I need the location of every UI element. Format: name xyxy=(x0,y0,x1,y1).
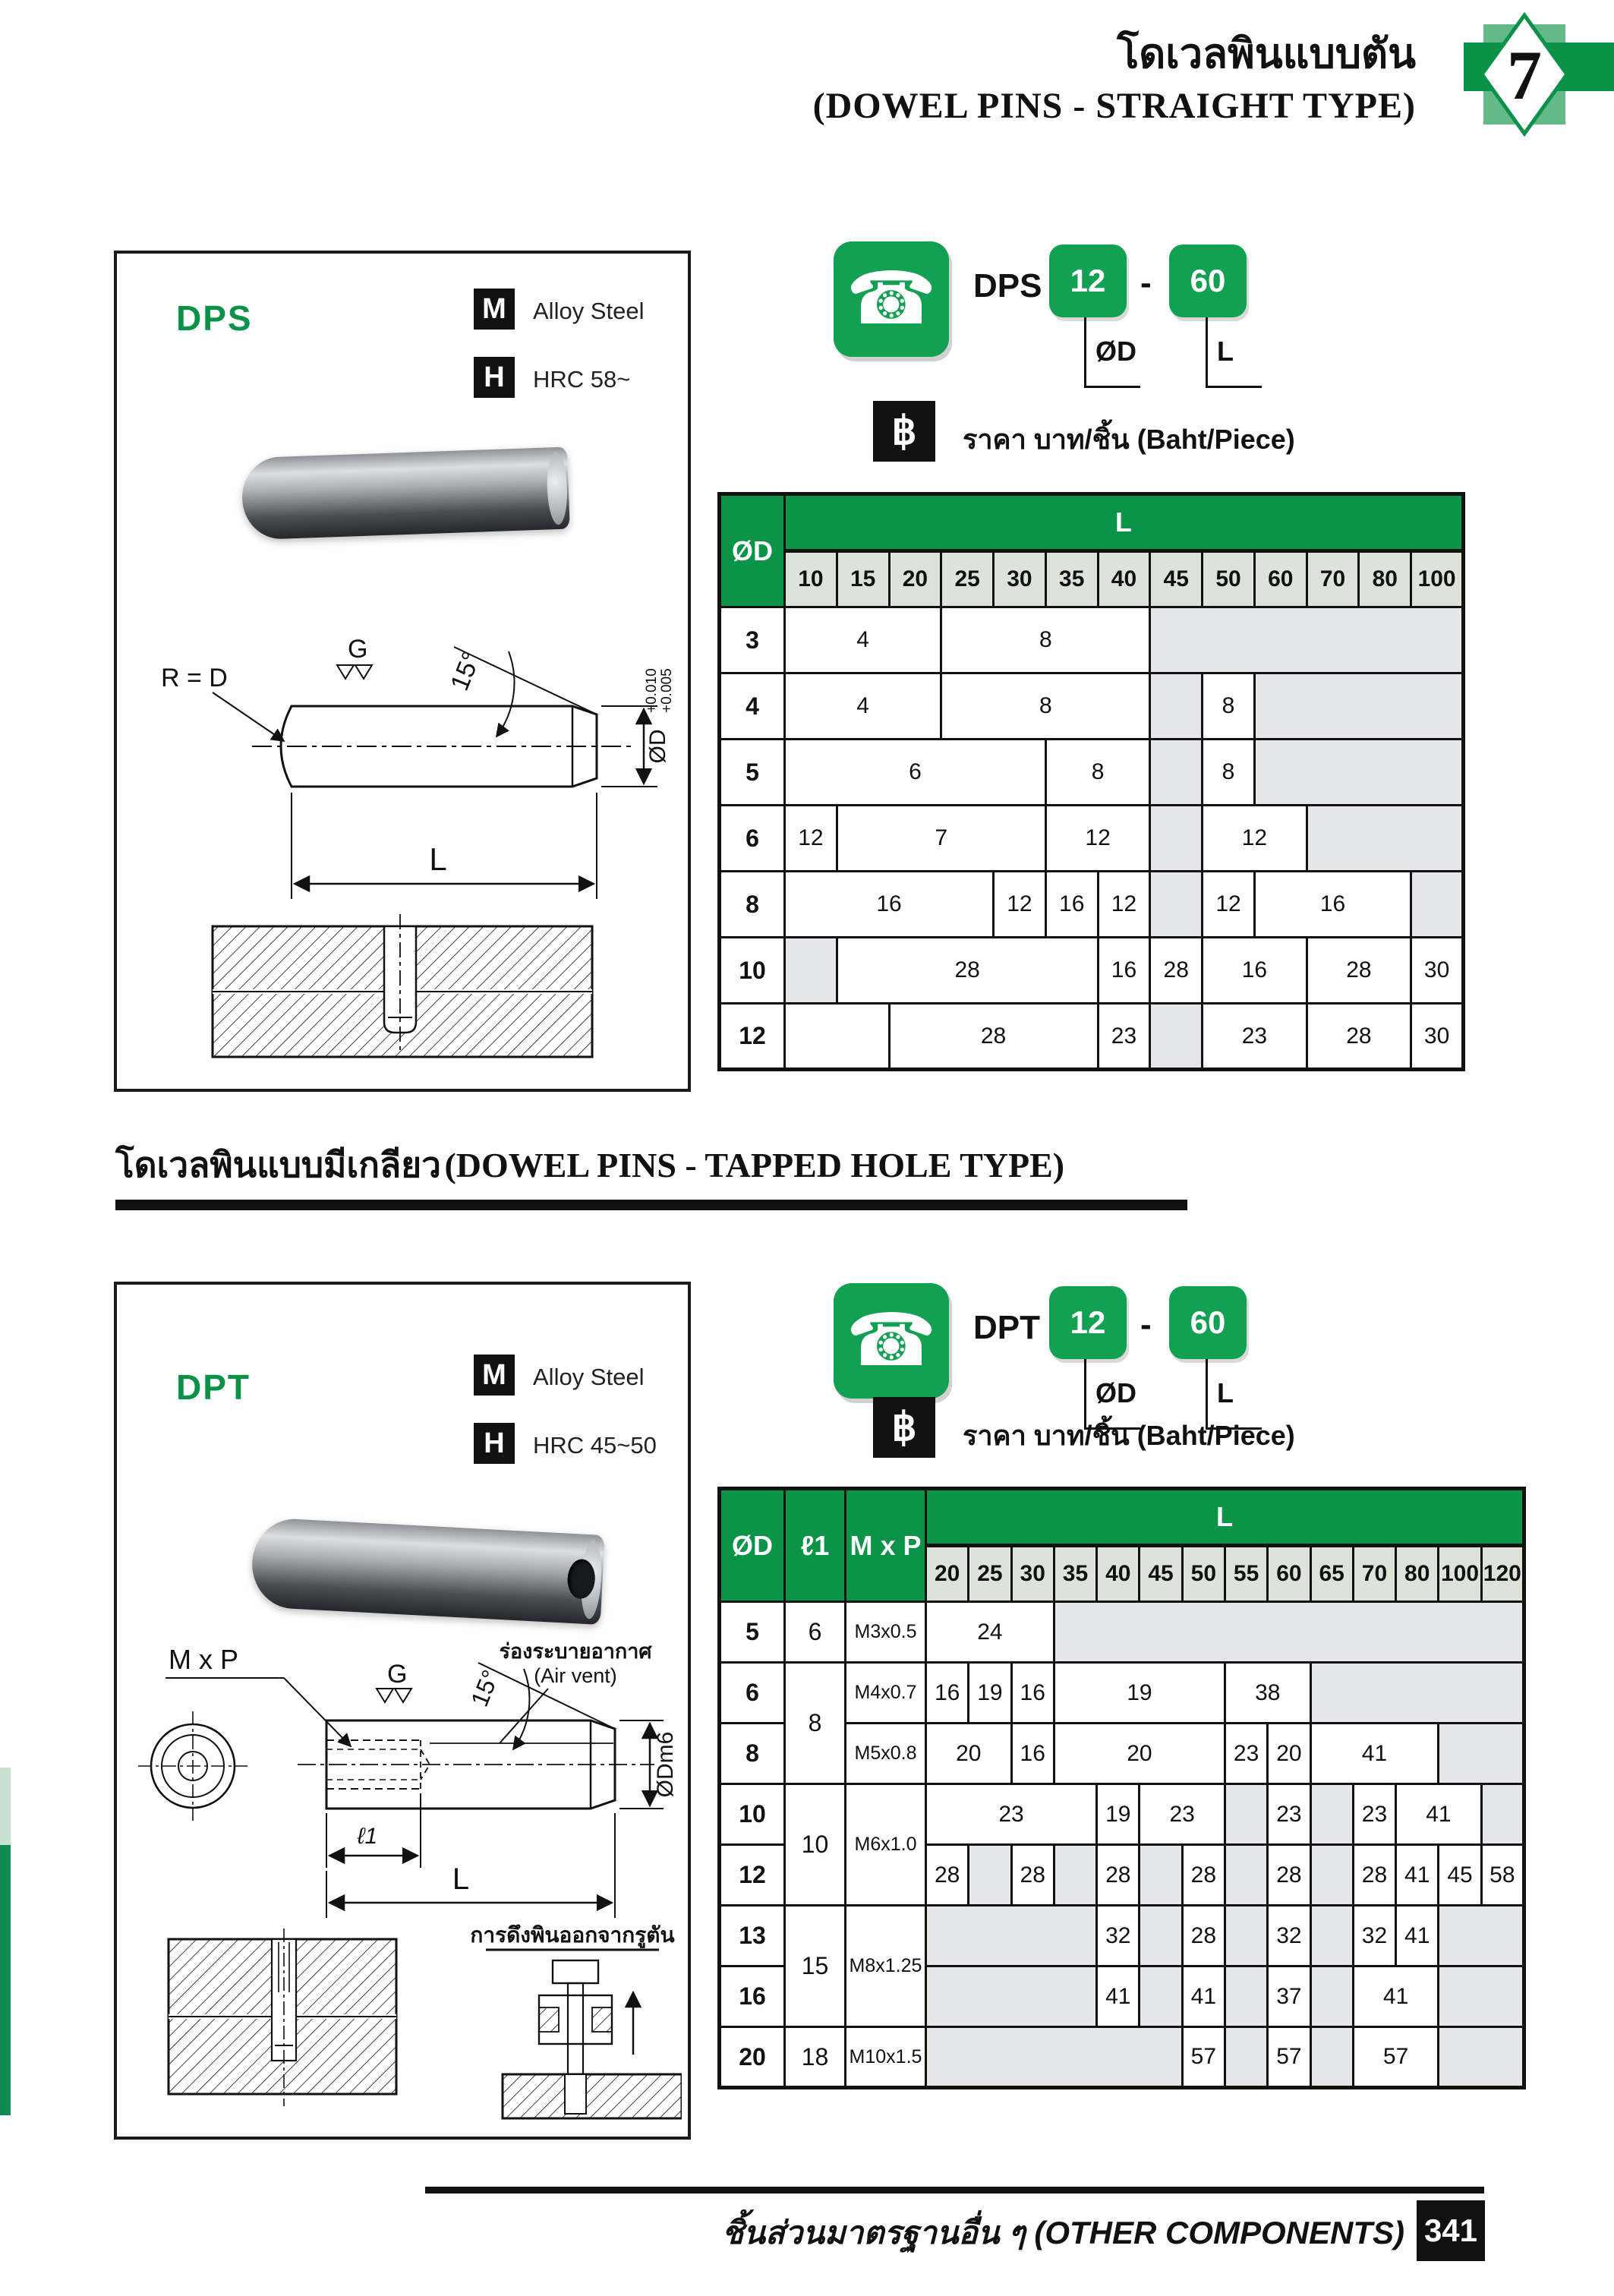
price-cell: 8 xyxy=(941,673,1150,740)
empty-cell xyxy=(1481,1784,1524,1845)
length-col-header: 35 xyxy=(1054,1546,1096,1602)
dpt-l1-label: ℓ1 xyxy=(357,1824,378,1849)
dps-pin-end-face xyxy=(546,452,568,525)
dps-order-d-connector xyxy=(1084,317,1086,387)
price-cell: 16 xyxy=(1203,938,1307,1004)
dps-baht-icon: ฿ xyxy=(873,401,935,462)
price-cell: 12 xyxy=(1203,806,1307,872)
dps-order-d-label: ØD xyxy=(1095,336,1136,367)
price-cell: 8 xyxy=(1203,740,1255,806)
dps-table-body xyxy=(720,607,1464,1070)
dps-price-note: ราคา บาท/ชิ้น (Baht/Piece) xyxy=(963,424,1295,455)
thread-size-cell: M3x0.5 xyxy=(846,1602,926,1663)
dpt-order-separator: - xyxy=(1140,1306,1152,1343)
diameter-cell: 12 xyxy=(720,1845,785,1906)
price-cell: 8 xyxy=(941,607,1150,673)
thread-size-cell: M8x1.25 xyxy=(846,1906,926,2027)
length-span-header: L xyxy=(926,1489,1524,1546)
price-cell: 8 xyxy=(1045,740,1150,806)
length-col-header: 20 xyxy=(926,1546,969,1602)
section2-title-thai: โดเวลพินแบบมีเกลียว xyxy=(115,1145,442,1184)
dpt-order-l-label: L xyxy=(1217,1377,1234,1408)
price-cell: 12 xyxy=(1203,872,1255,938)
price-cell: 19 xyxy=(1097,1784,1140,1845)
diameter-cell: 5 xyxy=(720,740,785,806)
price-cell: 23 xyxy=(1353,1784,1395,1845)
dpt-technical-drawing xyxy=(123,1635,682,2121)
thread-size-cell: M4x0.7 xyxy=(846,1663,926,1724)
length-col-header: 30 xyxy=(1011,1546,1054,1602)
dps-order-l-label: L xyxy=(1217,336,1234,367)
edge-tab-light xyxy=(0,1768,11,1845)
dpt-product-box xyxy=(114,1282,691,2140)
price-cell: 16 xyxy=(1011,1724,1054,1784)
phone-icon: ☎ xyxy=(846,1300,937,1381)
price-cell: 58 xyxy=(1481,1845,1524,1906)
thread-size-cell: M6x1.0 xyxy=(846,1784,926,1906)
dpt-order-d-label: ØD xyxy=(1095,1377,1136,1408)
price-cell: 23 xyxy=(1225,1724,1267,1784)
dpt-length-label: L xyxy=(452,1862,470,1896)
price-cell: 28 xyxy=(1353,1845,1395,1906)
diameter-cell: 4 xyxy=(720,673,785,740)
length-col-header: 70 xyxy=(1307,551,1359,607)
price-cell: 41 xyxy=(1396,1784,1482,1845)
thread-size-cell: M5x0.8 xyxy=(846,1724,926,1784)
diameter-cell: 5 xyxy=(720,1602,785,1663)
empty-cell xyxy=(1310,2027,1353,2088)
dps-tol-upper: +0.010 xyxy=(644,668,660,713)
diameter-cell: 6 xyxy=(720,1663,785,1724)
length-col-header: 20 xyxy=(889,551,941,607)
dpt-dia-label: ØDm6 xyxy=(653,1731,678,1798)
length-col-header: 60 xyxy=(1254,551,1307,607)
price-cell: 23 xyxy=(926,1784,1097,1845)
length-col-header: 10 xyxy=(785,551,837,607)
table-row xyxy=(720,1784,1524,1845)
price-cell: 16 xyxy=(785,872,994,938)
material-badge-icon: M xyxy=(474,1355,515,1396)
price-cell: 28 xyxy=(1097,1845,1140,1906)
empty-cell xyxy=(785,1004,890,1070)
length-col-header: 35 xyxy=(1045,551,1098,607)
empty-cell xyxy=(1310,1845,1353,1906)
price-cell: 30 xyxy=(1411,938,1464,1004)
price-cell: 23 xyxy=(1203,1004,1307,1070)
price-cell: 28 xyxy=(926,1845,969,1906)
price-cell: 23 xyxy=(1098,1004,1150,1070)
section2-title-en: (DOWEL PINS - TAPPED HOLE TYPE) xyxy=(444,1146,1065,1184)
table-row xyxy=(720,607,1464,673)
empty-cell xyxy=(1411,872,1464,938)
length-col-header: 25 xyxy=(941,551,994,607)
dps-order-diameter-box: 12 xyxy=(1049,244,1127,317)
empty-cell xyxy=(1225,1845,1267,1906)
price-cell: 7 xyxy=(837,806,1045,872)
l1-cell: 8 xyxy=(785,1663,846,1784)
dps-code-label: DPS xyxy=(176,298,253,338)
dps-tol-lower: +0.005 xyxy=(659,668,675,713)
diameter-cell: 10 xyxy=(720,938,785,1004)
price-cell: 19 xyxy=(969,1663,1011,1724)
price-cell: 16 xyxy=(1045,872,1098,938)
phone-icon: ☎ xyxy=(846,258,937,339)
length-col-header: 50 xyxy=(1203,551,1255,607)
price-cell: 28 xyxy=(1268,1845,1310,1906)
diameter-header: ØD xyxy=(720,494,785,607)
dpt-phone-tile xyxy=(834,1283,949,1399)
l1-cell: 15 xyxy=(785,1906,846,2027)
page-title-thai: โดเวลพินแบบตัน xyxy=(1117,31,1416,77)
empty-cell xyxy=(1150,1004,1203,1070)
dps-table-head xyxy=(720,494,1464,607)
l1-header: ℓ1 xyxy=(785,1489,846,1602)
price-cell: 12 xyxy=(1098,872,1150,938)
price-cell: 30 xyxy=(1411,1004,1464,1070)
empty-cell xyxy=(926,1966,1097,2027)
l1-cell: 18 xyxy=(785,2027,846,2088)
dpt-price-table xyxy=(717,1487,1526,2089)
price-cell: 28 xyxy=(1011,1845,1054,1906)
length-col-header: 65 xyxy=(1310,1546,1353,1602)
price-cell: 28 xyxy=(837,938,1098,1004)
empty-cell xyxy=(1140,1906,1182,1966)
price-cell: 12 xyxy=(994,872,1046,938)
empty-cell xyxy=(1439,1966,1524,2027)
length-col-header: 45 xyxy=(1150,551,1203,607)
empty-cell xyxy=(1225,1966,1267,2027)
diameter-cell: 13 xyxy=(720,1906,785,1966)
price-cell: 4 xyxy=(785,673,941,740)
empty-cell xyxy=(969,1845,1011,1906)
length-col-header: 40 xyxy=(1098,551,1150,607)
price-cell: 57 xyxy=(1268,2027,1310,2088)
empty-cell xyxy=(1140,1966,1182,2027)
diameter-cell: 8 xyxy=(720,872,785,938)
empty-cell xyxy=(1310,1966,1353,2027)
diameter-cell: 20 xyxy=(720,2027,785,2088)
dpt-material: Alloy Steel xyxy=(533,1364,645,1390)
price-cell: 23 xyxy=(1268,1784,1310,1845)
empty-cell xyxy=(1439,1724,1524,1784)
hardness-badge-icon: H xyxy=(474,357,515,398)
empty-cell xyxy=(1310,1906,1353,1966)
diameter-cell: 12 xyxy=(720,1004,785,1070)
price-cell: 28 xyxy=(1150,938,1203,1004)
table-row xyxy=(720,872,1464,938)
empty-cell xyxy=(1150,806,1203,872)
table-row xyxy=(720,2027,1524,2088)
edge-tab-dark xyxy=(0,1845,11,2115)
empty-cell xyxy=(1439,1906,1524,1966)
price-cell: 8 xyxy=(1203,673,1255,740)
l1-cell: 10 xyxy=(785,1784,846,1906)
dps-radius-label: R = D xyxy=(161,664,228,692)
dpt-table-head xyxy=(720,1489,1524,1602)
table-row xyxy=(720,1663,1524,1724)
empty-cell xyxy=(926,1906,1097,1966)
hardness-badge-icon: H xyxy=(474,1423,515,1464)
length-col-header: 100 xyxy=(1411,551,1464,607)
length-col-header: 15 xyxy=(837,551,889,607)
empty-cell xyxy=(785,938,837,1004)
dps-dia-label: ØD xyxy=(645,729,670,764)
length-col-header: 100 xyxy=(1439,1546,1481,1602)
section2-title xyxy=(115,1137,1254,1193)
price-cell: 38 xyxy=(1225,1663,1310,1724)
table-row xyxy=(720,1906,1524,1966)
dps-angle-label: 15° xyxy=(445,648,487,695)
price-cell: 4 xyxy=(785,607,941,673)
table-row xyxy=(720,938,1464,1004)
dps-order-code: DPS xyxy=(973,267,1042,304)
price-cell: 16 xyxy=(1098,938,1150,1004)
length-col-header: 80 xyxy=(1359,551,1411,607)
empty-cell xyxy=(1225,1906,1267,1966)
material-badge-icon: M xyxy=(474,289,515,330)
price-cell: 28 xyxy=(1307,938,1411,1004)
dps-material: Alloy Steel xyxy=(533,298,645,324)
dpt-pin-photo xyxy=(250,1517,605,1625)
dps-length-label: L xyxy=(429,841,447,877)
dpt-thread-label: M x P xyxy=(169,1644,239,1675)
empty-cell xyxy=(1254,740,1463,806)
length-col-header: 40 xyxy=(1097,1546,1140,1602)
l1-cell: 6 xyxy=(785,1602,846,1663)
empty-cell xyxy=(926,2027,1183,2088)
dps-order-d-underline xyxy=(1084,386,1140,388)
dps-order-l-underline xyxy=(1206,386,1262,388)
diameter-cell: 16 xyxy=(720,1966,785,2027)
price-cell: 41 xyxy=(1396,1845,1439,1906)
chapter-number: 7 xyxy=(1507,36,1542,114)
empty-cell xyxy=(1054,1845,1096,1906)
diameter-cell: 8 xyxy=(720,1724,785,1784)
empty-cell xyxy=(1307,806,1463,872)
length-span-header: L xyxy=(785,494,1464,551)
dpt-order-code: DPT xyxy=(973,1309,1040,1346)
price-cell: 28 xyxy=(889,1004,1098,1070)
price-cell: 57 xyxy=(1182,2027,1225,2088)
dpt-code-label: DPT xyxy=(176,1367,251,1407)
dpt-price-note: ราคา บาท/ชิ้น (Baht/Piece) xyxy=(963,1420,1295,1451)
price-cell: 28 xyxy=(1307,1004,1411,1070)
price-cell: 16 xyxy=(1254,872,1411,938)
length-col-header: 25 xyxy=(969,1546,1011,1602)
price-cell: 45 xyxy=(1439,1845,1481,1906)
table-row xyxy=(720,806,1464,872)
dps-technical-drawing xyxy=(123,617,682,1072)
price-cell: 37 xyxy=(1268,1966,1310,2027)
empty-cell xyxy=(1225,2027,1267,2088)
empty-cell xyxy=(1150,740,1203,806)
empty-cell xyxy=(1439,2027,1524,2088)
price-cell: 41 xyxy=(1097,1966,1140,2027)
empty-cell xyxy=(1225,1784,1267,1845)
price-cell: 41 xyxy=(1182,1966,1225,2027)
table-row xyxy=(720,740,1464,806)
diameter-header: ØD xyxy=(720,1489,785,1602)
dpt-grind-label: G xyxy=(387,1660,408,1689)
price-cell: 19 xyxy=(1054,1663,1225,1724)
dps-phone-tile xyxy=(834,241,949,357)
empty-cell xyxy=(1150,673,1203,740)
price-cell: 16 xyxy=(926,1663,969,1724)
diameter-cell: 6 xyxy=(720,806,785,872)
length-col-header: 120 xyxy=(1481,1546,1524,1602)
price-cell: 41 xyxy=(1396,1906,1439,1966)
empty-cell xyxy=(1254,673,1463,740)
dpt-angle-label: 15° xyxy=(465,1666,505,1711)
dps-hardness: HRC 58~ xyxy=(533,366,631,393)
dps-pin-photo xyxy=(241,447,570,541)
empty-cell xyxy=(1310,1663,1524,1724)
price-cell: 41 xyxy=(1310,1724,1439,1784)
price-cell: 20 xyxy=(1054,1724,1225,1784)
diameter-cell: 3 xyxy=(720,607,785,673)
dpt-vent-thai: ร่องระบายอากาศ xyxy=(499,1640,652,1663)
dps-order-separator: - xyxy=(1140,264,1152,301)
length-col-header: 70 xyxy=(1353,1546,1395,1602)
price-cell: 16 xyxy=(1011,1663,1054,1724)
footer-rule xyxy=(425,2187,1484,2194)
price-cell: 32 xyxy=(1268,1906,1310,1966)
price-cell: 20 xyxy=(926,1724,1012,1784)
price-cell: 32 xyxy=(1353,1906,1395,1966)
price-cell: 6 xyxy=(785,740,1046,806)
dpt-table-body xyxy=(720,1602,1524,2088)
dps-order-l-connector xyxy=(1206,317,1208,387)
section2-underline xyxy=(115,1200,1187,1210)
price-cell: 12 xyxy=(785,806,837,872)
length-col-header: 30 xyxy=(994,551,1046,607)
dps-grind-label: G xyxy=(348,635,368,664)
table-row xyxy=(720,1004,1464,1070)
empty-cell xyxy=(1150,872,1203,938)
price-cell: 28 xyxy=(1182,1845,1225,1906)
thread-size-cell: M10x1.5 xyxy=(846,2027,926,2088)
price-cell: 32 xyxy=(1097,1906,1140,1966)
page-title-en: (DOWEL PINS - STRAIGHT TYPE) xyxy=(812,86,1416,126)
price-cell: 24 xyxy=(926,1602,1054,1663)
length-col-header: 55 xyxy=(1225,1546,1267,1602)
length-col-header: 45 xyxy=(1140,1546,1182,1602)
empty-cell xyxy=(1150,607,1464,673)
dpt-order-length-box: 60 xyxy=(1169,1286,1247,1359)
empty-cell xyxy=(1310,1784,1353,1845)
table-row xyxy=(720,673,1464,740)
empty-cell xyxy=(1054,1602,1524,1663)
dps-product-box xyxy=(114,251,691,1092)
empty-cell xyxy=(1140,1845,1182,1906)
length-col-header: 60 xyxy=(1268,1546,1310,1602)
price-cell: 41 xyxy=(1353,1966,1439,2027)
page-number: 341 xyxy=(1417,2200,1485,2261)
length-col-header: 50 xyxy=(1182,1546,1225,1602)
price-cell: 28 xyxy=(1182,1906,1225,1966)
mxp-header: M x P xyxy=(846,1489,926,1602)
chapter-tab xyxy=(1426,11,1614,152)
dpt-extract-title: การดึงพินออกจากรูตัน xyxy=(470,1923,675,1947)
dpt-vent-en: (Air vent) xyxy=(534,1664,617,1687)
price-cell: 57 xyxy=(1353,2027,1439,2088)
table-row xyxy=(720,1602,1524,1663)
length-col-header: 80 xyxy=(1396,1546,1439,1602)
price-cell: 23 xyxy=(1140,1784,1225,1845)
dpt-hardness: HRC 45~50 xyxy=(533,1432,657,1459)
price-cell: 20 xyxy=(1268,1724,1310,1784)
dpt-baht-icon: ฿ xyxy=(873,1397,935,1458)
diameter-cell: 10 xyxy=(720,1784,785,1845)
dpt-order-diameter-box: 12 xyxy=(1049,1286,1127,1359)
dps-price-table xyxy=(717,492,1465,1071)
price-cell: 12 xyxy=(1045,806,1150,872)
footer-text: ชิ้นส่วนมาตรฐานอื่น ๆ (OTHER COMPONENTS) xyxy=(721,2215,1404,2250)
dps-order-length-box: 60 xyxy=(1169,244,1247,317)
